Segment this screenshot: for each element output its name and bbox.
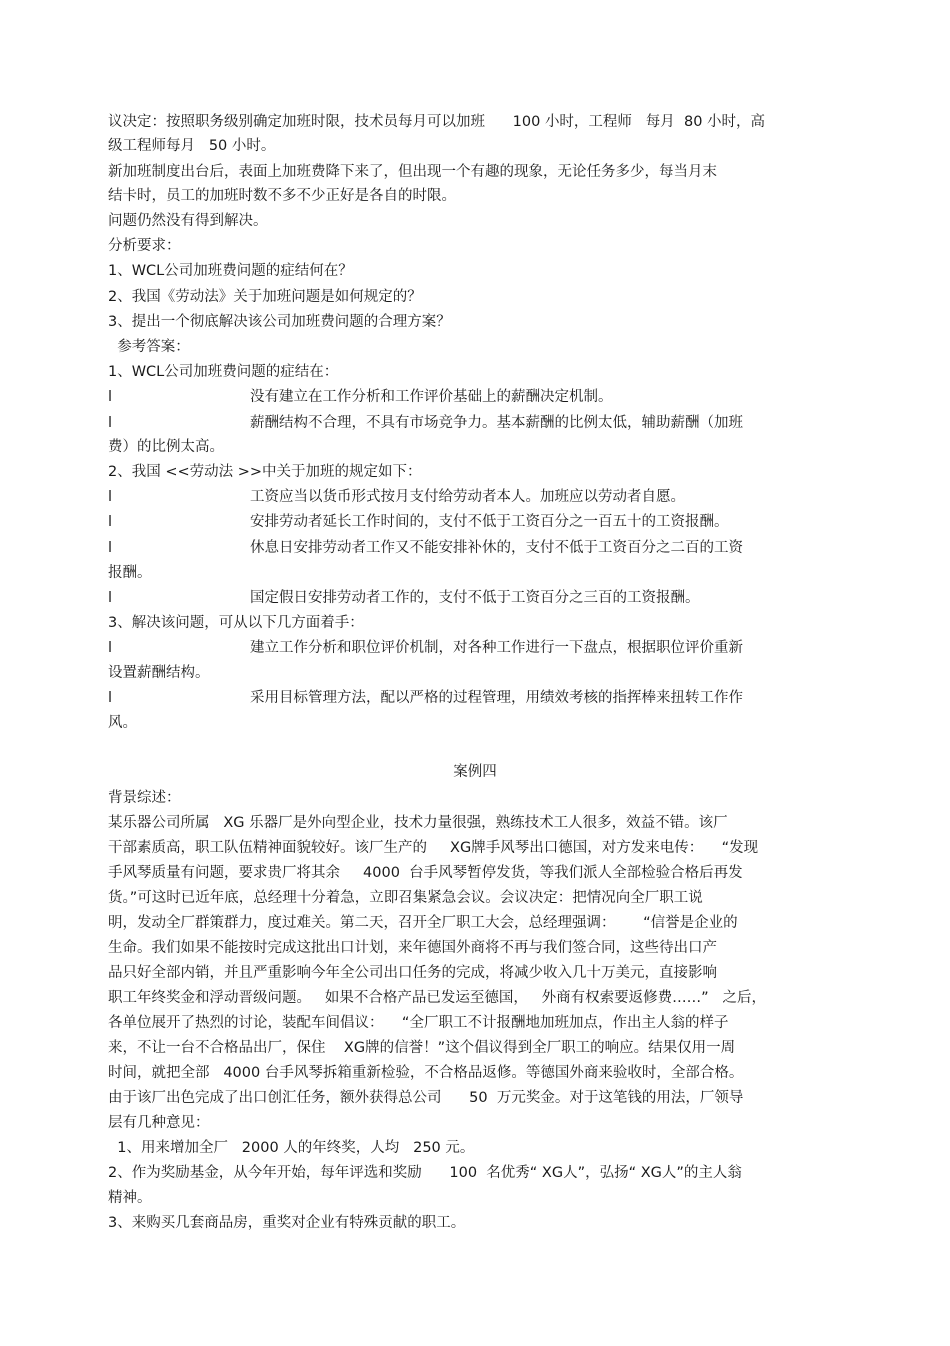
text-line: 问题仍然没有得到解决。 xyxy=(108,213,268,229)
bullet-text: 国定假日安排劳动者工作的，支付不低于工资百分之三百的工资报酬。 xyxy=(250,590,700,606)
text-line: 报酬。 xyxy=(108,565,152,581)
text-line: 设置薪酬结构。 xyxy=(108,665,210,681)
text-line: 职工年终奖金和浮动晋级问题。 如果不合格产品已发运至德国， 外商有权索要返修费……” 之后， xyxy=(108,990,766,1006)
text-line: 由于该厂出色完成了出口创汇任务，额外获得总公司 50 万元奖金。对于这笔钱的用法，厂领导 xyxy=(108,1090,744,1106)
text-line: 费）的比例太高。 xyxy=(108,439,224,455)
bullet-marker: l xyxy=(108,590,113,606)
text-line: 手风琴质量有问题，要求贵厂将其余 4000 台手风琴暂停发货，等我们派人全部检验合格后再发 xyxy=(108,865,743,881)
question-item: 1、WCL公司加班费问题的症结何在？ xyxy=(108,263,353,279)
bullet-text: 建立工作分析和职位评价机制，对各种工作进行一下盘点，根据职位评价重新 xyxy=(250,640,743,656)
bullet-text: 安排劳动者延长工作时间的，支付不低于工资百分之一百五十的工资报酬。 xyxy=(250,514,729,530)
bullet-marker: l xyxy=(108,489,113,505)
answer-heading: 1、WCL公司加班费问题的症结在： xyxy=(108,364,339,380)
bullet-text: 没有建立在工作分析和工作评价基础上的薪酬决定机制。 xyxy=(250,389,613,405)
text-line: 层有几种意见： xyxy=(108,1115,210,1131)
option-item: 1、用来增加全厂 2000 人的年终奖，人均 250 元。 xyxy=(108,1140,475,1156)
bullet-marker: l xyxy=(108,640,113,656)
bullet-text: 薪酬结构不合理，不具有市场竞争力。基本薪酬的比例太低，辅助薪酬（加班 xyxy=(250,415,743,431)
answer-heading: 3、解决该问题，可从以下几方面着手： xyxy=(108,615,364,631)
bullet-marker: l xyxy=(108,389,113,405)
text-line: 品只好全部内销，并且严重影响今年全公司出口任务的完成，将减少收入几十万美元，直接影响 xyxy=(108,965,717,981)
bullet-text: 工资应当以货币形式按月支付给劳动者本人。加班应以劳动者自愿。 xyxy=(250,489,685,505)
bullet-marker: l xyxy=(108,514,113,530)
bullet-marker: l xyxy=(108,415,113,431)
question-item: 3、提出一个彻底解决该公司加班费问题的合理方案？ xyxy=(108,314,451,330)
bullet-text: 采用目标管理方法，配以严格的过程管理，用绩效考核的指挥棒来扭转工作作 xyxy=(250,690,743,706)
text-line: 时间，就把全部 4000 台手风琴拆箱重新检验，不合格品返修。等德国外商来验收时，全部合格。 xyxy=(108,1065,744,1081)
text-line: 新加班制度出台后，表面上加班费降下来了，但出现一个有趣的现象，无论任务多少，每当月末 xyxy=(108,164,717,180)
bullet-marker: l xyxy=(108,540,113,556)
question-item: 2、我国《劳动法》关于加班问题是如何规定的？ xyxy=(108,289,422,305)
text-line: 结卡时，员工的加班时数不多不少正好是各自的时限。 xyxy=(108,188,456,204)
bullet-marker: l xyxy=(108,690,113,706)
case-title: 案例四 xyxy=(453,764,497,780)
answer-heading: 2、我国 <<劳动法 >>中关于加班的规定如下： xyxy=(108,464,422,480)
text-line: 来，不让一台不合格品出厂，保住 XG牌的信誉！”这个倡议得到全厂职工的响应。结果仅用一周 xyxy=(108,1040,736,1056)
bullet-text: 休息日安排劳动者工作又不能安排补休的，支付不低于工资百分之二百的工资 xyxy=(250,540,743,556)
text-line: 某乐器公司所属 XG 乐器厂是外向型企业，技术力量很强，熟练技术工人很多，效益不错。该厂 xyxy=(108,815,728,831)
section-label: 背景综述： xyxy=(108,790,181,806)
option-item: 2、作为奖励基金，从今年开始，每年评选和奖励 100 名优秀“ XG人”，弘扬“ XG人”的主人翁 xyxy=(108,1165,742,1181)
text-line: 精神。 xyxy=(108,1190,152,1206)
section-label: 分析要求： xyxy=(108,238,181,254)
text-line: 干部素质高，职工队伍精神面貌较好。该厂生产的 XG牌手风琴出口德国，对方发来电传： “发现 xyxy=(108,840,759,856)
text-line: 生命。我们如果不能按时完成这批出口计划，来年德国外商将不再与我们签合同，这些待出口产 xyxy=(108,940,717,956)
text-line: 议决定：按照职务级别确定加班时限，技术员每月可以加班 100 小时，工程师 每月 80 小时，高 xyxy=(108,114,766,130)
text-line: 明，发动全厂群策群力，度过难关。第二天，召开全厂职工大会，总经理强调： “信誉是企业的 xyxy=(108,915,738,931)
option-item: 3、来购买几套商品房，重奖对企业有特殊贡献的职工。 xyxy=(108,1215,466,1231)
text-line: 风。 xyxy=(108,715,137,731)
section-label: 参考答案： xyxy=(108,339,190,355)
text-line: 级工程师每月 50 小时。 xyxy=(108,138,276,154)
text-line: 货。”可这时已近年底，总经理十分着急，立即召集紧急会议。会议决定：把情况向全厂职工说 xyxy=(108,890,703,906)
text-line: 各单位展开了热烈的讨论，装配车间倡议： “全厂职工不计报酬地加班加点，作出主人翁的样子 xyxy=(108,1015,729,1031)
